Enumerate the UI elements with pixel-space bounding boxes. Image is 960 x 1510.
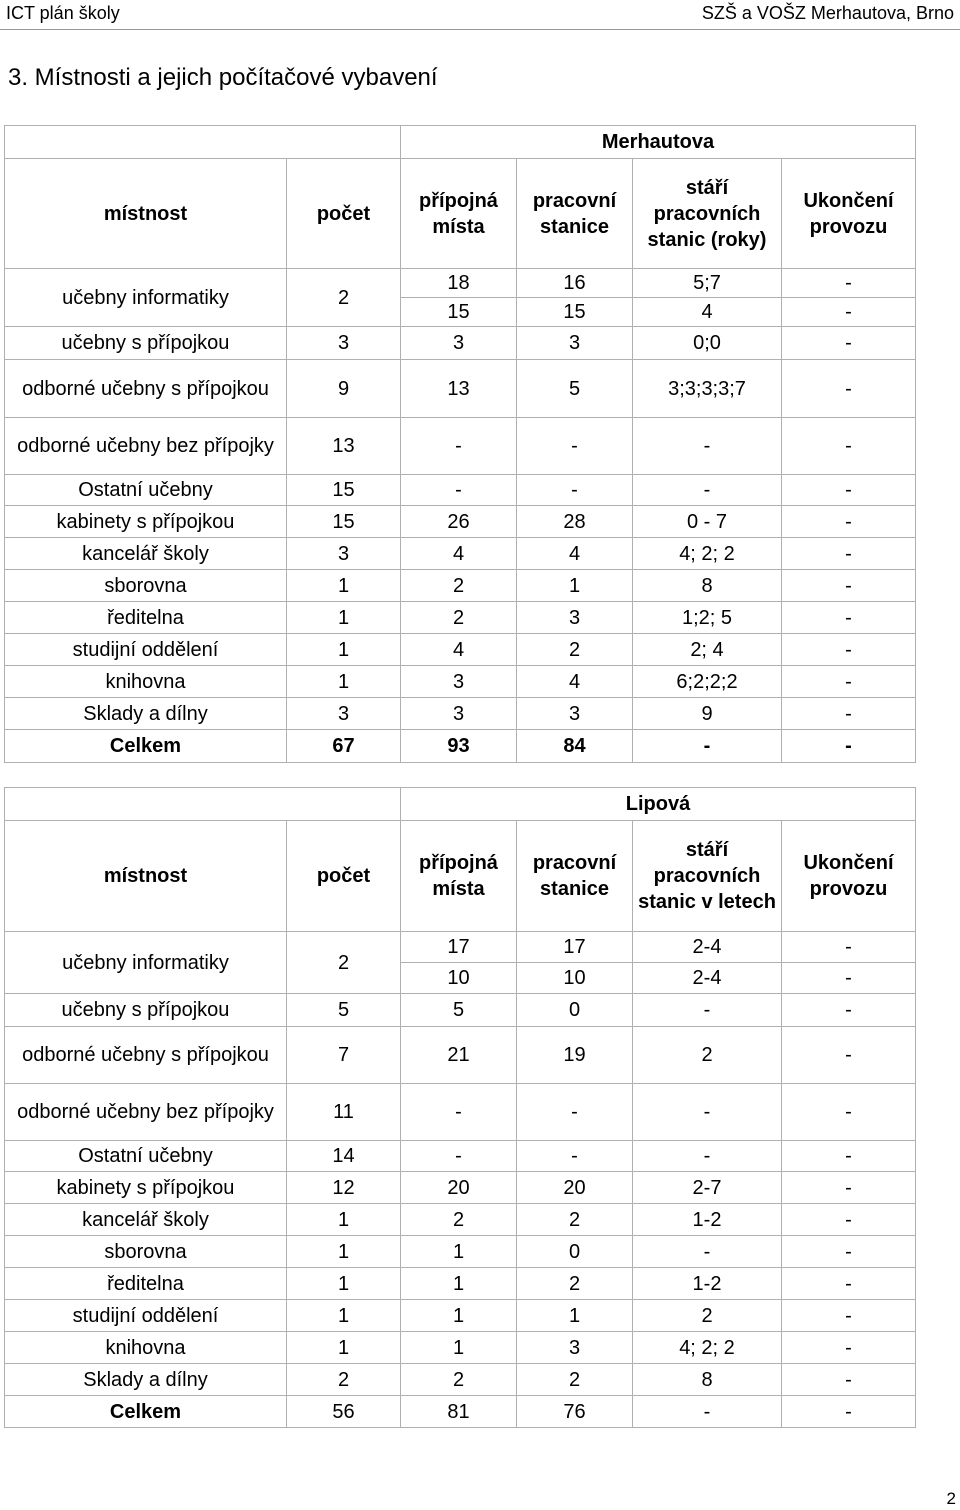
table-cell: 2 bbox=[633, 1300, 782, 1332]
table-row bbox=[5, 360, 916, 418]
table-cell: 3 bbox=[401, 327, 517, 360]
table-cell: - bbox=[782, 1364, 916, 1396]
table-cell: - bbox=[782, 1300, 916, 1332]
room-count: 2 bbox=[287, 269, 401, 327]
table-cell: - bbox=[633, 1141, 782, 1172]
table-cell: 1 bbox=[287, 570, 401, 602]
table-cell: - bbox=[782, 994, 916, 1027]
table-cell: 10 bbox=[517, 963, 633, 994]
total-cell: - bbox=[633, 730, 782, 763]
table-cell: - bbox=[782, 475, 916, 506]
table-cell: 2 bbox=[401, 1204, 517, 1236]
total-cell: - bbox=[782, 730, 916, 763]
table-caption: Merhautova bbox=[401, 126, 916, 159]
table-cell: 1 bbox=[287, 1236, 401, 1268]
table-cell: 18 bbox=[401, 269, 517, 298]
total-cell: 76 bbox=[517, 1396, 633, 1428]
table-caption: Lipová bbox=[401, 788, 916, 821]
table-cell: 28 bbox=[517, 506, 633, 538]
header-left: ICT plán školy bbox=[6, 3, 120, 23]
table-row bbox=[5, 994, 916, 1027]
table-cell: - bbox=[633, 1236, 782, 1268]
table-cell: 2 bbox=[401, 1364, 517, 1396]
room-name: ředitelna bbox=[5, 602, 287, 634]
table-cell: 17 bbox=[401, 932, 517, 963]
total-cell: - bbox=[633, 1396, 782, 1428]
table-cell: 3 bbox=[517, 602, 633, 634]
table-cell: 2 bbox=[517, 1268, 633, 1300]
table-cell: - bbox=[401, 418, 517, 475]
column-header: pracovní stanice bbox=[517, 821, 633, 932]
table-row bbox=[5, 1268, 916, 1300]
room-name: odborné učebny s přípojkou bbox=[5, 360, 287, 418]
room-name: odborné učebny s přípojkou bbox=[5, 1027, 287, 1084]
table-cell: - bbox=[633, 994, 782, 1027]
table-cell: 8 bbox=[633, 570, 782, 602]
caption-row bbox=[5, 788, 916, 821]
table-row bbox=[5, 602, 916, 634]
table-cell: 1 bbox=[517, 1300, 633, 1332]
room-name: kancelář školy bbox=[5, 1204, 287, 1236]
table-row bbox=[5, 666, 916, 698]
table-cell: 15 bbox=[401, 298, 517, 327]
column-header: přípojná místa bbox=[401, 821, 517, 932]
header-row bbox=[5, 821, 916, 932]
table-cell: 3 bbox=[401, 666, 517, 698]
table-cell: - bbox=[782, 1027, 916, 1084]
table-cell: 20 bbox=[401, 1172, 517, 1204]
total-label: Celkem bbox=[5, 1396, 287, 1428]
table-cell: - bbox=[782, 1268, 916, 1300]
table-cell: 17 bbox=[517, 932, 633, 963]
table-row bbox=[5, 1084, 916, 1141]
table-cell: 1-2 bbox=[633, 1204, 782, 1236]
room-name: kancelář školy bbox=[5, 538, 287, 570]
table-cell: 16 bbox=[517, 269, 633, 298]
column-header: stáří pracovních stanic (roky) bbox=[633, 159, 782, 269]
table-cell: 5 bbox=[287, 994, 401, 1027]
table-cell: - bbox=[782, 1084, 916, 1141]
table-cell: - bbox=[401, 1141, 517, 1172]
table-cell: - bbox=[782, 298, 916, 327]
table-cell: 1 bbox=[287, 634, 401, 666]
column-header: místnost bbox=[5, 821, 287, 932]
column-header: přípojná místa bbox=[401, 159, 517, 269]
header-rule bbox=[0, 29, 960, 30]
table-cell: 1 bbox=[287, 666, 401, 698]
column-header: počet bbox=[287, 159, 401, 269]
table-row bbox=[5, 1332, 916, 1364]
table-cell: 2; 4 bbox=[633, 634, 782, 666]
table-cell: 0 bbox=[517, 994, 633, 1027]
table-cell: 1 bbox=[287, 602, 401, 634]
table-row bbox=[5, 698, 916, 730]
table-cell: - bbox=[782, 327, 916, 360]
table-cell: 3;3;3;3;7 bbox=[633, 360, 782, 418]
table-row bbox=[5, 1172, 916, 1204]
room-name: Ostatní učebny bbox=[5, 1141, 287, 1172]
table-cell: 14 bbox=[287, 1141, 401, 1172]
room-name: učebny s přípojkou bbox=[5, 994, 287, 1027]
room-name: ředitelna bbox=[5, 1268, 287, 1300]
table-cell: 2 bbox=[287, 1364, 401, 1396]
total-label: Celkem bbox=[5, 730, 287, 763]
table-cell: - bbox=[782, 360, 916, 418]
total-cell: 93 bbox=[401, 730, 517, 763]
table-cell: - bbox=[517, 1084, 633, 1141]
room-name: Ostatní učebny bbox=[5, 475, 287, 506]
table-cell: 15 bbox=[287, 475, 401, 506]
table-cell: 5 bbox=[401, 994, 517, 1027]
table-row bbox=[5, 1027, 916, 1084]
room-name: studijní oddělení bbox=[5, 1300, 287, 1332]
table-cell: 4 bbox=[401, 634, 517, 666]
table-cell: 21 bbox=[401, 1027, 517, 1084]
total-cell: 84 bbox=[517, 730, 633, 763]
table-cell: 0;0 bbox=[633, 327, 782, 360]
table-cell: 1 bbox=[287, 1268, 401, 1300]
table-cell: - bbox=[633, 418, 782, 475]
table-cell: - bbox=[782, 1236, 916, 1268]
table-cell: - bbox=[782, 666, 916, 698]
table-cell: 15 bbox=[287, 506, 401, 538]
table-cell: 3 bbox=[287, 327, 401, 360]
total-cell: 56 bbox=[287, 1396, 401, 1428]
table-cell: - bbox=[782, 1172, 916, 1204]
table-cell: - bbox=[782, 602, 916, 634]
table-cell: - bbox=[401, 475, 517, 506]
table-cell: - bbox=[782, 538, 916, 570]
table-cell: - bbox=[782, 1204, 916, 1236]
table-cell: 2 bbox=[517, 1364, 633, 1396]
header-row bbox=[5, 159, 916, 269]
table-cell: 7 bbox=[287, 1027, 401, 1084]
room-count: 2 bbox=[287, 932, 401, 994]
table-row bbox=[5, 1141, 916, 1172]
table-cell: 1 bbox=[401, 1236, 517, 1268]
table-cell: 9 bbox=[633, 698, 782, 730]
column-header: počet bbox=[287, 821, 401, 932]
column-header: Ukončení provozu bbox=[782, 821, 916, 932]
table-cell: 9 bbox=[287, 360, 401, 418]
table-cell: 2 bbox=[401, 602, 517, 634]
page-number: 2 bbox=[946, 1489, 956, 1508]
table-cell: 20 bbox=[517, 1172, 633, 1204]
table-cell: 3 bbox=[401, 698, 517, 730]
column-header: stáří pracovních stanic v letech bbox=[633, 821, 782, 932]
table-cell: 2-7 bbox=[633, 1172, 782, 1204]
table-cell: - bbox=[782, 1141, 916, 1172]
table-cell: 1 bbox=[287, 1332, 401, 1364]
table-cell: - bbox=[782, 506, 916, 538]
page-title: 3. Místnosti a jejich počítačové vybavení bbox=[8, 64, 438, 91]
room-name: kabinety s přípojkou bbox=[5, 506, 287, 538]
table-cell: 15 bbox=[517, 298, 633, 327]
empty-corner bbox=[5, 788, 401, 821]
table-cell: 1-2 bbox=[633, 1268, 782, 1300]
table-cell: 2 bbox=[517, 1204, 633, 1236]
room-name: odborné učebny bez přípojky bbox=[5, 1084, 287, 1141]
table-cell: - bbox=[517, 418, 633, 475]
room-name: kabinety s přípojkou bbox=[5, 1172, 287, 1204]
table-lipova bbox=[4, 787, 916, 1428]
header-right: SZŠ a VOŠZ Merhautova, Brno bbox=[701, 3, 954, 23]
total-cell: 67 bbox=[287, 730, 401, 763]
column-header: pracovní stanice bbox=[517, 159, 633, 269]
table-cell: 6;2;2;2 bbox=[633, 666, 782, 698]
room-name: knihovna bbox=[5, 666, 287, 698]
table-cell: 5;7 bbox=[633, 269, 782, 298]
table-cell: - bbox=[782, 698, 916, 730]
room-name: sborovna bbox=[5, 1236, 287, 1268]
table-cell: 1 bbox=[517, 570, 633, 602]
table-row bbox=[5, 475, 916, 506]
table-cell: - bbox=[633, 475, 782, 506]
table-cell: 2 bbox=[633, 1027, 782, 1084]
table-cell: - bbox=[633, 1084, 782, 1141]
total-cell: - bbox=[782, 1396, 916, 1428]
table-row bbox=[5, 1204, 916, 1236]
table-cell: 2 bbox=[517, 634, 633, 666]
table-cell: 3 bbox=[517, 327, 633, 360]
table-cell: - bbox=[401, 1084, 517, 1141]
table-merhautova bbox=[4, 125, 916, 763]
table-cell: 0 bbox=[517, 1236, 633, 1268]
table-cell: 4; 2; 2 bbox=[633, 1332, 782, 1364]
total-cell: 81 bbox=[401, 1396, 517, 1428]
table-cell: - bbox=[782, 418, 916, 475]
table-cell: 1 bbox=[401, 1268, 517, 1300]
room-name: učebny s přípojkou bbox=[5, 327, 287, 360]
table-row bbox=[5, 506, 916, 538]
room-name: učebny informatiky bbox=[5, 932, 287, 994]
room-name: Sklady a dílny bbox=[5, 698, 287, 730]
table-row bbox=[5, 570, 916, 602]
room-name: knihovna bbox=[5, 1332, 287, 1364]
table-row bbox=[5, 327, 916, 360]
column-header: místnost bbox=[5, 159, 287, 269]
table-cell: 13 bbox=[287, 418, 401, 475]
table-cell: - bbox=[782, 1332, 916, 1364]
room-name: Sklady a dílny bbox=[5, 1364, 287, 1396]
table-cell: 3 bbox=[517, 1332, 633, 1364]
table-cell: 2 bbox=[401, 570, 517, 602]
table-cell: - bbox=[517, 1141, 633, 1172]
table-cell: 0 - 7 bbox=[633, 506, 782, 538]
table-cell: 4 bbox=[517, 538, 633, 570]
table-cell: - bbox=[782, 963, 916, 994]
table-cell: 4 bbox=[517, 666, 633, 698]
table-cell: 5 bbox=[517, 360, 633, 418]
table-cell: 2-4 bbox=[633, 932, 782, 963]
table-cell: 4 bbox=[401, 538, 517, 570]
table-cell: 1 bbox=[401, 1300, 517, 1332]
table-cell: 26 bbox=[401, 506, 517, 538]
column-header: Ukončení provozu bbox=[782, 159, 916, 269]
table-cell: 3 bbox=[287, 538, 401, 570]
table-cell: 4; 2; 2 bbox=[633, 538, 782, 570]
table-cell: 19 bbox=[517, 1027, 633, 1084]
table-row bbox=[5, 1236, 916, 1268]
table-cell: - bbox=[782, 570, 916, 602]
table-cell: - bbox=[782, 932, 916, 963]
table-row bbox=[5, 538, 916, 570]
table-cell: - bbox=[517, 475, 633, 506]
table-cell: 13 bbox=[401, 360, 517, 418]
table-cell: 2-4 bbox=[633, 963, 782, 994]
table-cell: 12 bbox=[287, 1172, 401, 1204]
table-cell: 1 bbox=[287, 1300, 401, 1332]
table-cell: 4 bbox=[633, 298, 782, 327]
table-row bbox=[5, 932, 916, 963]
table-row bbox=[5, 634, 916, 666]
table-cell: 11 bbox=[287, 1084, 401, 1141]
caption-row bbox=[5, 126, 916, 159]
total-row bbox=[5, 1396, 916, 1428]
room-name: studijní oddělení bbox=[5, 634, 287, 666]
table-cell: 3 bbox=[287, 698, 401, 730]
table-cell: 10 bbox=[401, 963, 517, 994]
table-row bbox=[5, 1364, 916, 1396]
table-cell: 1 bbox=[287, 1204, 401, 1236]
table-row bbox=[5, 418, 916, 475]
total-row bbox=[5, 730, 916, 763]
table-cell: - bbox=[782, 634, 916, 666]
table-cell: 1 bbox=[401, 1332, 517, 1364]
table-cell: 1;2; 5 bbox=[633, 602, 782, 634]
room-name: učebny informatiky bbox=[5, 269, 287, 327]
table-row bbox=[5, 269, 916, 298]
room-name: odborné učebny bez přípojky bbox=[5, 418, 287, 475]
table-row bbox=[5, 1300, 916, 1332]
table-cell: - bbox=[782, 269, 916, 298]
empty-corner bbox=[5, 126, 401, 159]
room-name: sborovna bbox=[5, 570, 287, 602]
table-cell: 8 bbox=[633, 1364, 782, 1396]
table-cell: 3 bbox=[517, 698, 633, 730]
